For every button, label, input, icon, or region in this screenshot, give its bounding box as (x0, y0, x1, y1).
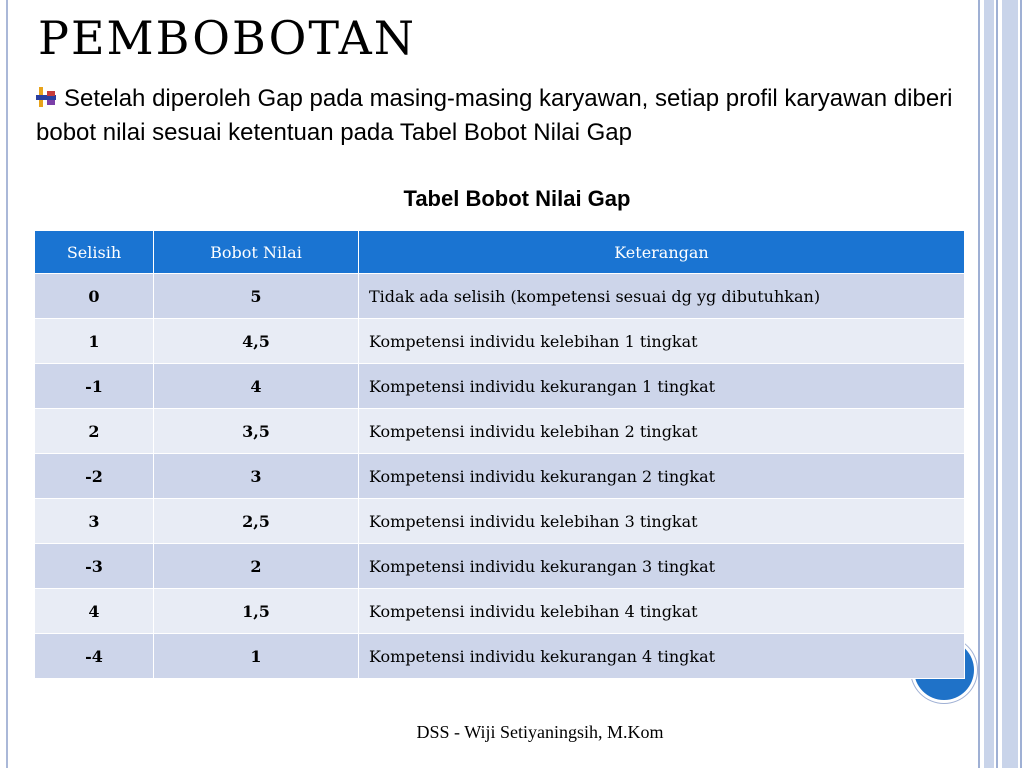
table-row (35, 499, 965, 544)
cell-selisih: 1 (35, 319, 154, 364)
cell-keterangan: Kompetensi individu kelebihan 1 tingkat (359, 319, 965, 364)
table-row (35, 409, 965, 454)
cell-selisih: -2 (35, 454, 154, 499)
cell-bobot: 4,5 (154, 319, 359, 364)
table-row (35, 364, 965, 409)
cell-selisih: -3 (35, 544, 154, 589)
cell-bobot: 5 (154, 274, 359, 319)
table-caption: Tabel Bobot Nilai Gap (403, 186, 631, 211)
gap-weight-table (34, 230, 965, 679)
right-decorative-band (978, 0, 1024, 768)
cell-selisih: 4 (35, 589, 154, 634)
header-keterangan: Keterangan (359, 231, 965, 274)
cell-keterangan: Kompetensi individu kekurangan 3 tingkat (359, 544, 965, 589)
left-border-line (6, 0, 8, 768)
cell-keterangan: Tidak ada selisih (kompetensi sesuai dg yg dibutuhkan) (359, 274, 965, 319)
cell-bobot: 1,5 (154, 589, 359, 634)
table-row (35, 319, 965, 364)
cell-selisih: 0 (35, 274, 154, 319)
table-header-row (35, 231, 965, 274)
table-row (35, 454, 965, 499)
cell-bobot: 3 (154, 454, 359, 499)
cell-keterangan: Kompetensi individu kekurangan 4 tingkat (359, 634, 965, 679)
cell-keterangan: Kompetensi individu kelebihan 3 tingkat (359, 499, 965, 544)
cell-bobot: 2,5 (154, 499, 359, 544)
slide-title: PEMBOBOTAN (38, 11, 417, 65)
cell-selisih: -1 (35, 364, 154, 409)
header-bobot-nilai: Bobot Nilai (154, 231, 359, 274)
cell-keterangan: Kompetensi individu kelebihan 4 tingkat (359, 589, 965, 634)
table-row (35, 544, 965, 589)
bullet-text: Setelah diperoleh Gap pada masing-masing karyawan, setiap profil karyawan diberi bobot nilai sesuai ketentuan pada Tabel Bobot Nilai Gap (36, 85, 953, 146)
cell-keterangan: Kompetensi individu kekurangan 1 tingkat (359, 364, 965, 409)
cell-selisih: 3 (35, 499, 154, 544)
cell-keterangan: Kompetensi individu kelebihan 2 tingkat (359, 409, 965, 454)
cell-bobot: 3,5 (154, 409, 359, 454)
cell-bobot: 1 (154, 634, 359, 679)
cell-bobot: 4 (154, 364, 359, 409)
bullet-paragraph (36, 82, 966, 150)
table-row (35, 274, 965, 319)
header-selisih: Selisih (35, 231, 154, 274)
slide-footer: DSS - Wiji Setiyaningsih, M.Kom (416, 722, 664, 742)
table-row (35, 589, 965, 634)
cell-selisih: -4 (35, 634, 154, 679)
cell-bobot: 2 (154, 544, 359, 589)
windows-flag-icon (36, 87, 56, 107)
table-row (35, 634, 965, 679)
cell-keterangan: Kompetensi individu kekurangan 2 tingkat (359, 454, 965, 499)
cell-selisih: 2 (35, 409, 154, 454)
